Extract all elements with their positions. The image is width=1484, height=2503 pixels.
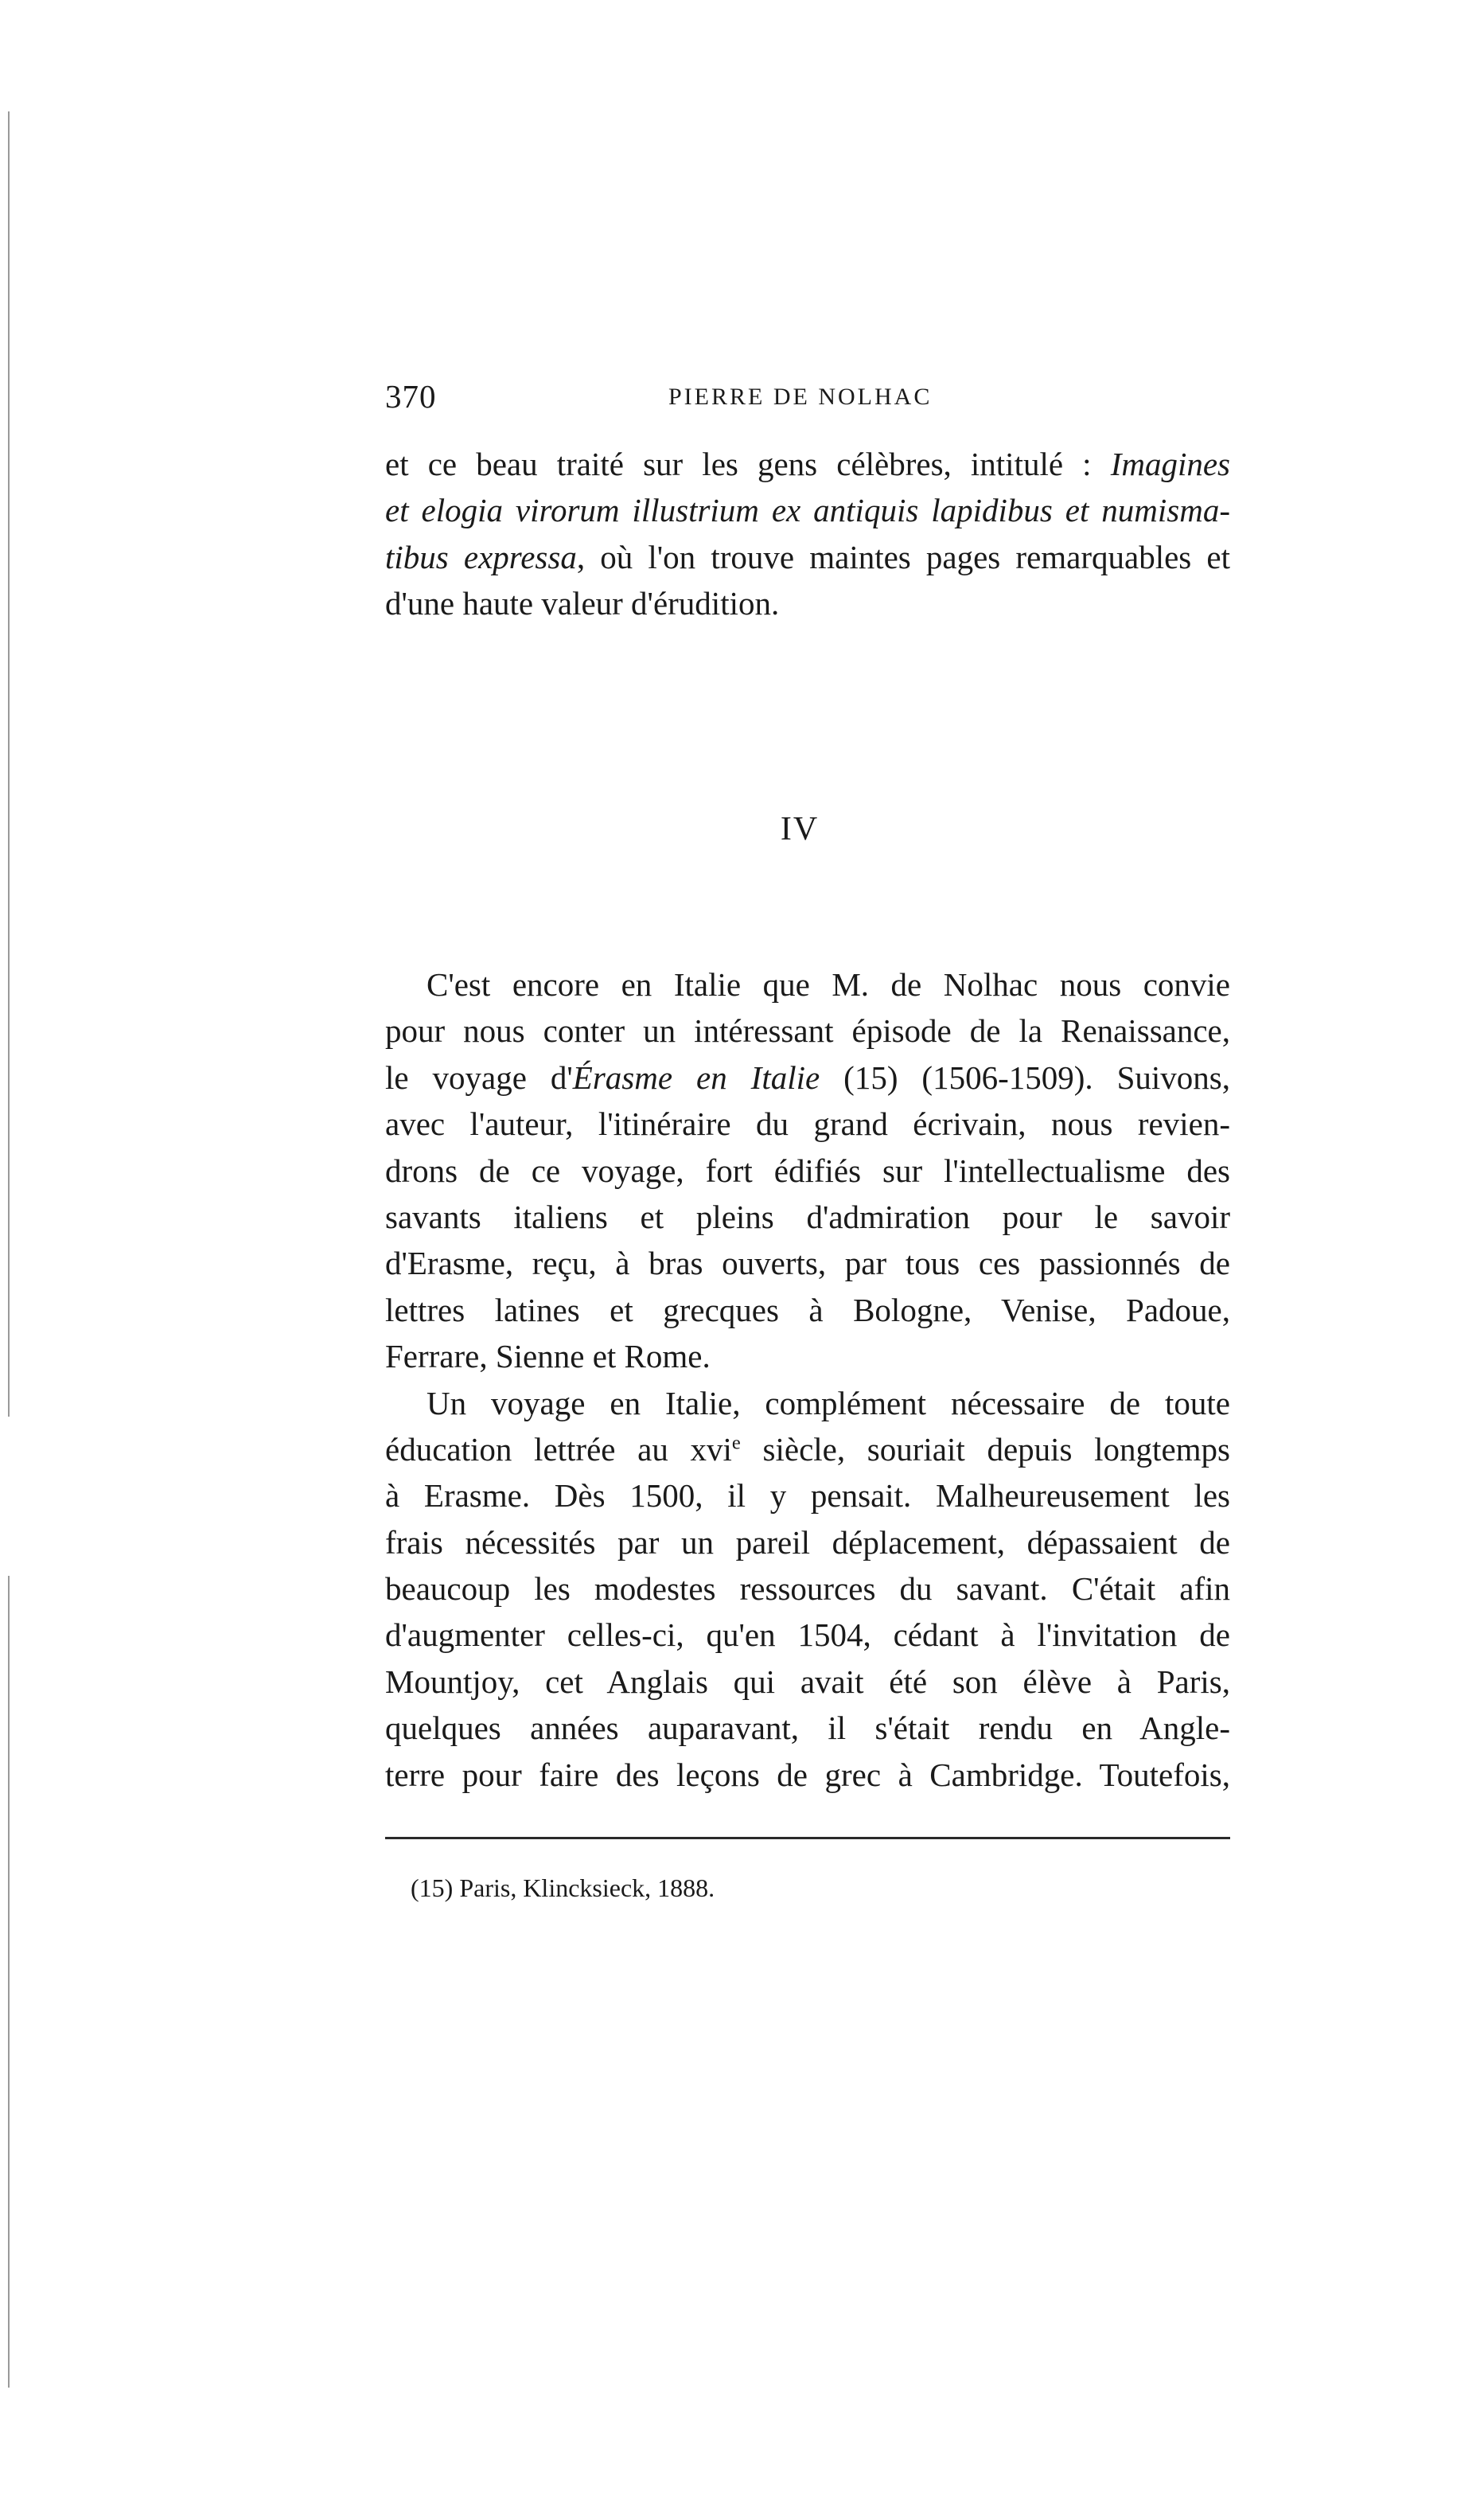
text-line: d'une haute valeur d'érudition. [385,585,780,622]
text-line: C'est encore en Italie que M. de Nolhac nous convie [427,966,1230,1003]
text-line: le voyage d'Érasme en Italie (15) (1506-1509). Suivons, [385,1059,1230,1096]
text-line: tibus expressa, où l'on trouve maintes pages remarquables et [385,538,1230,575]
text-line: pour nous conter un intéressant épisode de la Renaissance, [385,1012,1230,1050]
text-line: quelques années auparavant, il s'était rendu en Angle- [385,1710,1230,1747]
superscript: e [731,1432,741,1454]
text-line: drons de ce voyage, fort édifiés sur l'intellectualisme des [385,1152,1230,1189]
text-line: Mountjoy, cet Anglais qui avait été son élève à Paris, [385,1663,1230,1700]
text-line: lettres latines et grecques à Bologne, Venise, Padoue, [385,1291,1230,1328]
section-heading: IV [780,811,820,848]
running-head: PIERRE DE NOLHAC [668,384,933,410]
text-line: Ferrare, Sienne et Rome. [385,1338,711,1375]
text-line: éducation lettrée au xvi$^e$ siècle, souriait depuis longtemps [385,1430,1230,1468]
text-line: d'augmenter celles-ci, qu'en 1504, cédant à l'invitation de [385,1616,1230,1654]
text-line [385,487,1230,533]
text-line: à Erasme. Dès 1500, il y pensait. Malheureusement les [385,1477,1230,1515]
footnote: (15) Paris, Klincksieck, 1888. [411,1873,715,1902]
text-line: frais nécessités par un pareil déplacement, dépassaient de [385,1523,1230,1561]
text-line: terre pour faire des leçons de grec à Cambridge. Toutefois, [385,1756,1230,1793]
page-number: 370 [385,378,437,415]
text-line: d'Erasme, reçu, à bras ouverts, par tous ces passionnés de [385,1245,1230,1282]
title-italic: Imagines [1110,446,1230,482]
text-line: savants italiens et pleins d'admiration pour le savoir [385,1198,1230,1235]
footnote-rule [385,1837,1230,1839]
left-margin-rule-lower [8,1576,10,2388]
text-line: avec l'auteur, l'itinéraire du grand écrivain, nous revien- [385,1105,1230,1143]
paragraph-continuation [385,441,1230,627]
section-body [385,961,1230,1798]
left-margin-rule [8,111,10,1417]
title-italic: tibus expressa [385,538,577,575]
text-line: Un voyage en Italie, complément nécessaire de toute [427,1384,1230,1421]
title-italic: et elogia virorum illustrium ex antiquis lapidibus et numisma- [385,492,1230,529]
text-line: et ce beau traité sur les gens célèbres, intitulé : Imagines [385,446,1230,482]
book-title-italic: Érasme en Italie [572,1059,820,1096]
text-line: beaucoup les modestes ressources du savant. C'était afin [385,1570,1230,1608]
